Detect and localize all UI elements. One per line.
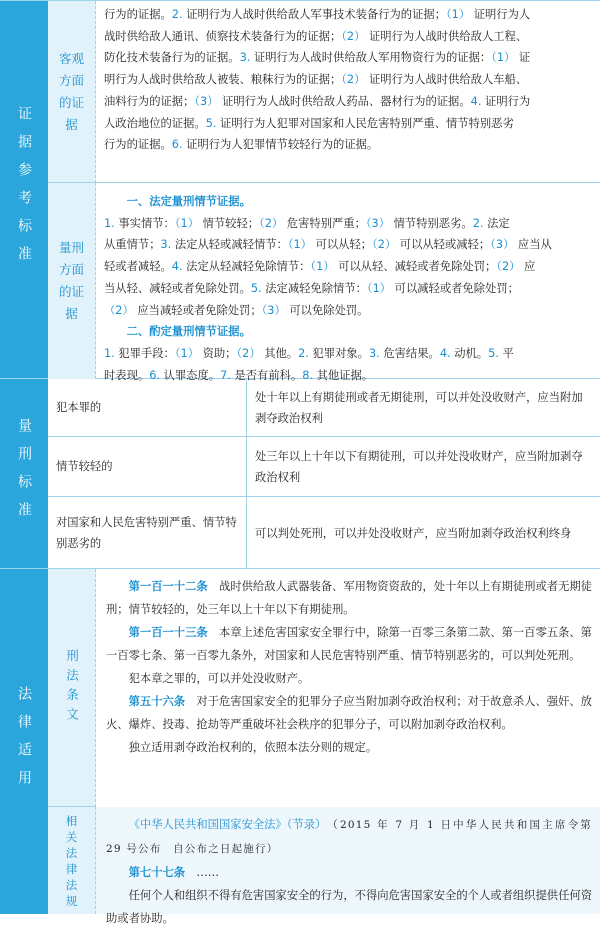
text-segment: 证明行为: [481, 94, 531, 108]
item-number: 6.: [171, 138, 183, 152]
text-line: [104, 278, 592, 300]
text-line: [104, 113, 592, 135]
text-segment: 从重情节；: [104, 238, 161, 252]
text-segment: 平: [498, 346, 514, 360]
text-segment: 证明行为人战时供给敌人军事技术装备行为的证据；: [182, 8, 446, 21]
text-line: [104, 69, 592, 91]
text-segment: 证: [515, 51, 531, 65]
item-number: 5.: [205, 116, 217, 130]
article-ellipsis: ……: [196, 866, 219, 879]
item-number: 4.: [470, 94, 482, 108]
text-segment: 犯罪对象。: [308, 346, 369, 360]
article-text: 战时供给敌人武器装备、军用物资资敌的，处十年以上有期徒刑或者无期徒刑；情节较轻的，处三年以上十年以下有期徒刑。: [106, 580, 592, 616]
text-segment: 可以从轻；: [311, 238, 373, 252]
source-meta: （2015 年 7 月 1 日中华人民共和国主席令第 29 号公布 自公布之日起施行）: [106, 819, 592, 855]
article-number: 第一百一十三条: [128, 626, 208, 639]
criminal-law-text: [96, 569, 600, 807]
item-number: （2）: [259, 216, 284, 230]
article-number: 第七十七条: [128, 866, 186, 879]
item-number: 2.: [298, 346, 309, 360]
text-segment: 动机。: [450, 346, 489, 360]
text-segment: 法定从轻或减轻情节：: [171, 238, 288, 252]
criminal-law-label: 刑法条文: [64, 648, 80, 727]
item-number: 2.: [171, 8, 183, 21]
text-segment: 情节较轻；: [199, 216, 260, 230]
text-segment: 危害结果。: [379, 346, 440, 360]
article-113: [106, 621, 592, 667]
text-line: [104, 300, 592, 322]
item-number: 4.: [171, 260, 183, 274]
text-segment: 证明行为人战时供给敌人工程、: [365, 29, 528, 43]
text-segment: 明行为人战时供给敌人被装、粮秣行为的证据；: [104, 73, 342, 87]
article-text: 对于危害国家安全的犯罪分子应当附加剥夺政治权利；对于故意杀人、强奸、放火、爆炸、投毒、抢劫等严重破坏社会秩序的犯罪分子，可以附加剥夺政治权利。: [106, 695, 592, 731]
text-line: [104, 47, 592, 69]
text-segment: 事实情节：: [114, 216, 175, 230]
evidence-section-title: 证据参考标准: [16, 105, 32, 274]
related-law-text: [96, 807, 600, 925]
text-segment: 证明行为人犯罪对国家和人民危害特别严重、情节特别恶劣: [216, 116, 514, 130]
law-application-header: [0, 569, 48, 914]
text-segment: 油料行为的证据；: [104, 94, 195, 108]
text-segment: 是否有前科。: [230, 368, 303, 382]
source-title: 《中华人民共和国国家安全法》（节录）: [128, 818, 327, 831]
text-segment: 认罪态度。: [159, 368, 221, 382]
penalty-cell: 可以判处死刑，可以并处没收财产，应当附加剥夺政治权利终身: [255, 526, 572, 540]
article-112: [106, 575, 592, 621]
text-segment: 资助；: [199, 346, 237, 360]
law-application-section: [0, 569, 600, 925]
text-segment: 行为的证据。: [104, 138, 172, 152]
item-number: 5.: [250, 281, 262, 295]
text-segment: 法定从轻减轻免除情节：: [182, 260, 311, 274]
item-number: 1.: [104, 346, 115, 360]
text-segment: 其他。: [260, 346, 299, 360]
item-number: （1）: [310, 260, 335, 274]
objective-label-cell: [48, 1, 96, 183]
item-number: 1.: [104, 216, 115, 230]
item-number: （1）: [174, 346, 199, 360]
text-segment: 证明行为人战时供给敌人车船、: [365, 73, 528, 87]
table-row: [48, 497, 600, 569]
case-cell: 对国家和人民危害特别严重、情节特别恶劣的: [48, 497, 247, 569]
item-number: （1）: [446, 8, 471, 21]
text-line: [104, 26, 592, 48]
sentencing-label: 量刑方面的证据: [58, 240, 84, 321]
item-number: （3）: [261, 303, 286, 317]
text-segment: 可以减轻或者免除处罚；: [391, 281, 519, 295]
item-number: 8.: [302, 368, 313, 382]
evidence-section: [0, 1, 600, 382]
text-segment: 可以从轻或减轻；: [396, 238, 491, 252]
item-number: （3）: [490, 238, 515, 252]
item-number: （1）: [174, 216, 199, 230]
article-56: [106, 690, 592, 736]
article-77: [106, 861, 592, 884]
text-segment: 法定: [483, 216, 510, 230]
text-line: [104, 234, 592, 256]
item-number: 3.: [239, 51, 251, 65]
statutory-text: [104, 213, 592, 322]
text-segment: 时表现。: [104, 368, 150, 382]
item-number: 6.: [149, 368, 160, 382]
item-number: 5.: [488, 346, 499, 360]
text-line: [104, 256, 592, 278]
case-cell: 犯本罪的: [48, 379, 247, 436]
law-application-title: 法律适用: [16, 685, 32, 798]
objective-label: 客观方面的证据: [58, 50, 84, 132]
text-segment: 应当从: [514, 238, 552, 252]
text-segment: 人政治地位的证据。: [104, 116, 206, 130]
item-number: 2.: [472, 216, 484, 230]
related-law-label-cell: [48, 807, 96, 914]
table-row: [48, 437, 600, 497]
text-segment: 应当减轻或者免除处罚；: [133, 303, 262, 317]
evidence-section-header: [0, 1, 48, 378]
penalty-cell: 处三年以上十年以下有期徒刑，可以并处没收财产，应当附加剥夺政治权利: [255, 449, 583, 484]
sentencing-evidence-text: [96, 187, 600, 382]
text-segment: 防化技术装备行为的证据。: [104, 51, 240, 65]
sentencing-standard-title: 量刑标准: [16, 417, 32, 530]
item-number: 4.: [439, 346, 451, 360]
sentencing-standard-section: [0, 379, 600, 569]
table-row: [48, 379, 600, 437]
penalty-cell: 处十年以上有期徒刑或者无期徒刑，可以并处没收财产，应当附加剥夺政治权利: [255, 390, 583, 425]
item-number: （1）: [366, 281, 392, 295]
text-segment: 证明行为人犯罪情节较轻行为的证据。: [182, 138, 379, 152]
item-number: （2）: [104, 303, 134, 317]
text-segment: 轻或者减轻。: [104, 260, 172, 274]
text-segment: 法定减轻免除情节：: [261, 281, 367, 295]
discretionary-heading: 二、酌定量刑情节证据。: [126, 325, 251, 339]
text-line: [104, 91, 592, 113]
item-number: （2）: [372, 238, 397, 252]
text-segment: 证明行为人: [470, 8, 531, 21]
article-77-text: 任何个人和组织不得有危害国家安全的行为，不得向危害国家安全的个人或者组织提供任何资助或者协助。: [106, 889, 592, 925]
text-segment: 可以免除处罚。: [285, 303, 369, 317]
text-segment: 应: [520, 260, 536, 274]
article-113-paragraph: 犯本章之罪的，可以并处没收财产。: [128, 672, 310, 685]
related-law-source: [106, 813, 592, 861]
text-segment: 危害特别严重；: [283, 216, 366, 230]
text-segment: 可以从轻、减轻或者免除处罚；: [334, 260, 497, 274]
text-line: [104, 343, 592, 365]
item-number: （2）: [496, 260, 521, 274]
article-number: 第一百一十二条: [128, 580, 208, 593]
item-number: 7.: [220, 368, 231, 382]
text-segment: 犯罪手段：: [114, 346, 175, 360]
text-segment: 其他证据。: [313, 368, 374, 382]
case-cell: 情节较轻的: [48, 437, 247, 496]
statutory-heading: 一、法定量刑情节证据。: [126, 195, 251, 208]
text-segment: 战时供给敌人通讯、侦察技术装备行为的证据；: [104, 29, 342, 43]
text-line: [104, 4, 592, 26]
item-number: （1）: [491, 51, 516, 65]
article-text: 本章上述危害国家安全罪行中，除第一百零三条第二款、第一百零五条、第一百零七条、第一百零九条外，对国家和人民危害特别严重、情节特别恶劣的，可以判处死刑。: [106, 626, 592, 662]
sentencing-label-cell: [48, 183, 96, 379]
objective-evidence-text: [96, 1, 600, 183]
article-number: 第五十六条: [128, 695, 186, 708]
text-segment: 当从轻、减轻或者免除处罚。: [104, 281, 251, 295]
item-number: （2）: [341, 73, 366, 87]
item-number: 3.: [160, 238, 172, 252]
text-line: [104, 213, 592, 235]
text-segment: 行为的证据。: [104, 8, 172, 21]
text-segment: 证明行为人战时供给敌人药品、器材行为的证据。: [218, 94, 471, 108]
item-number: （2）: [341, 29, 366, 43]
article-56-paragraph: 独立适用剥夺政治权利的，依照本法分则的规定。: [128, 741, 378, 754]
text-segment: 证明行为人战时供给敌人军用物资行为的证据：: [250, 51, 492, 65]
item-number: 3.: [368, 346, 380, 360]
item-number: （3）: [365, 216, 391, 230]
text-line: [104, 134, 592, 156]
related-law-label: 相关法律法规: [65, 813, 78, 908]
item-number: （3）: [194, 94, 219, 108]
text-segment: 情节特别恶劣。: [390, 216, 473, 230]
sentencing-standard-header: [0, 379, 48, 568]
criminal-law-label-cell: [48, 569, 96, 807]
item-number: （1）: [287, 238, 312, 252]
item-number: （2）: [236, 346, 261, 360]
